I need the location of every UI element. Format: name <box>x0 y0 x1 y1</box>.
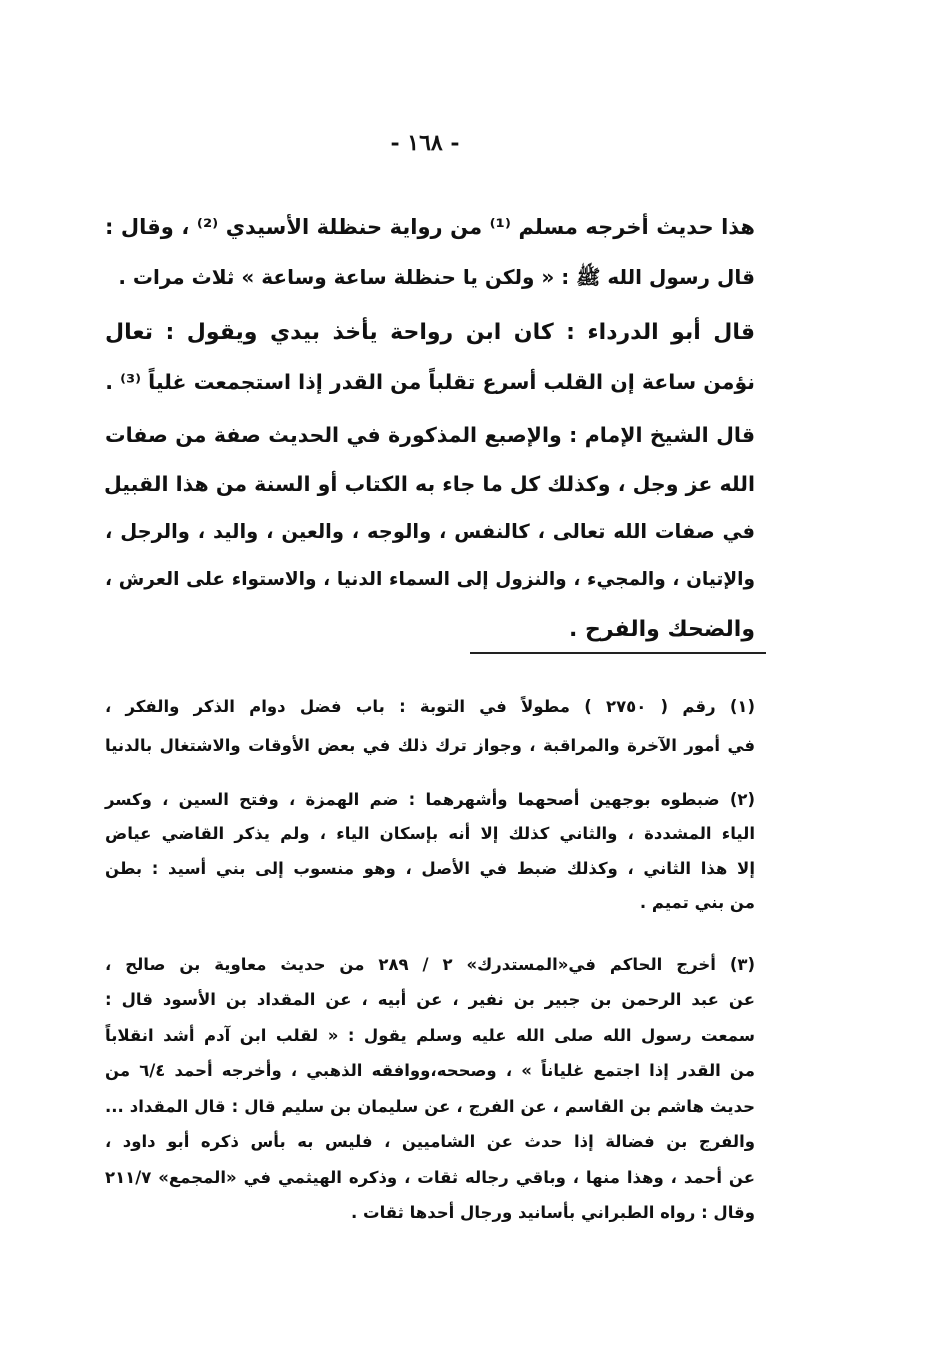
paragraph-abu-darda <box>105 322 755 422</box>
footnote-line: من بني تميم . <box>639 893 755 912</box>
footnote-3 <box>105 954 756 1241</box>
paragraph-sheikh-commentary <box>105 425 755 668</box>
text-line: في صفات الله تعالى ، كالنفس ، والوجه ، والعين ، واليد ، والرجل ، <box>105 520 755 543</box>
footnote-separator <box>470 652 766 654</box>
footnote-line: (٣) أخرج الحاكم في«المستدرك» ٢ / ٢٨٩ من حديث معاوية بن صالح ، <box>105 954 756 974</box>
text-line: قال أبو الدرداء : كان ابن رواحة يأخذ بيدي ويقول : تعال <box>105 320 755 345</box>
footnote-line: من القدر إذا اجتمع غلياناً » ، وصححه،ووافقه الذهبي ، وأخرجه أحمد ٦/٤ من <box>105 1061 755 1080</box>
footnote-line: عن عبد الرحمن بن جبير بن نفير ، عن أبيه ، عن المقداد بن الأسود قال : <box>105 990 755 1009</box>
footnote-1 <box>105 696 756 777</box>
footnote-line: حديث هاشم بن القاسم ، عن الفرج ، عن سليمان بن سليم قال : قال المقداد ... <box>105 1096 755 1116</box>
footnote-line: (٢) ضبطوه بوجهين أصحهما وأشهرهما : ضم الهمزة ، وفتح السين ، وكسر <box>105 789 755 809</box>
text-line: قال الشيخ الإمام : والإصبع المذكورة في الحديث صفة من صفات <box>105 423 755 447</box>
footnote-line: والفرج بن فضالة إذا حدث عن الشاميين ، فليس به بأس ذكره أبو داود ، <box>105 1132 755 1151</box>
footnote-line: الياء المشددة ، والثاني كذلك إلا أنه بإسكان الياء ، ولم يذكر القاضي عياض <box>105 824 755 843</box>
text-line: هذا حديث أخرجه مسلم ⁽¹⁾ من رواية حنظلة الأسيدي ⁽²⁾ ، وقال : <box>105 215 755 239</box>
footnote-2 <box>105 789 755 930</box>
footnote-line: إلا هذا الثاني ، وكذلك ضبط في الأصل ، وهو منسوب إلى بني أسيد : بطن <box>105 858 755 878</box>
footnote-line: سمعت رسول الله صلى الله عليه وسلم يقول : « لقلب ابن آدم أشد انقلاباً <box>105 1025 755 1045</box>
text-line: والإتيان ، والمجيء ، والنزول إلى السماء الدنيا ، والاستواء على العرش ، <box>105 568 755 590</box>
text-line: والضحك والفرح . <box>568 617 755 642</box>
footnote-line: وقال : رواه الطبراني بأسانيد ورجال أحدها ثقات . <box>350 1203 755 1222</box>
footnote-line: في أمور الآخرة والمراقبة ، وجواز ترك ذلك في بعض الأوقات والاشتغال بالدنيا <box>105 735 755 755</box>
text-line: قال رسول الله ﷺ : « ولكن يا حنظلة ساعة وساعة » ثلاث مرات . <box>118 265 755 289</box>
footnote-line: عن أحمد ، وهذا منها ، وباقي رجاله ثقات ، وذكره الهيثمي في «المجمع» ٢١١/٧ <box>105 1167 755 1187</box>
paragraph-hadith-hanzala <box>105 217 755 317</box>
text-line: الله عز وجل ، وكذلك كل ما جاء به الكتاب أو السنة من هذا القبيل <box>104 471 755 496</box>
text-line: نؤمن ساعة إن القلب أسرع تقلباً من القدر إذا استجمعت غلياً ⁽³⁾ . <box>105 370 755 394</box>
page-number: - ١٦٨ - <box>390 130 460 156</box>
footnote-line: (١) رقم ( ٢٧٥٠ ) مطولاً في التوبة : باب فضل دوام الذكر والفكر ، <box>105 696 756 716</box>
